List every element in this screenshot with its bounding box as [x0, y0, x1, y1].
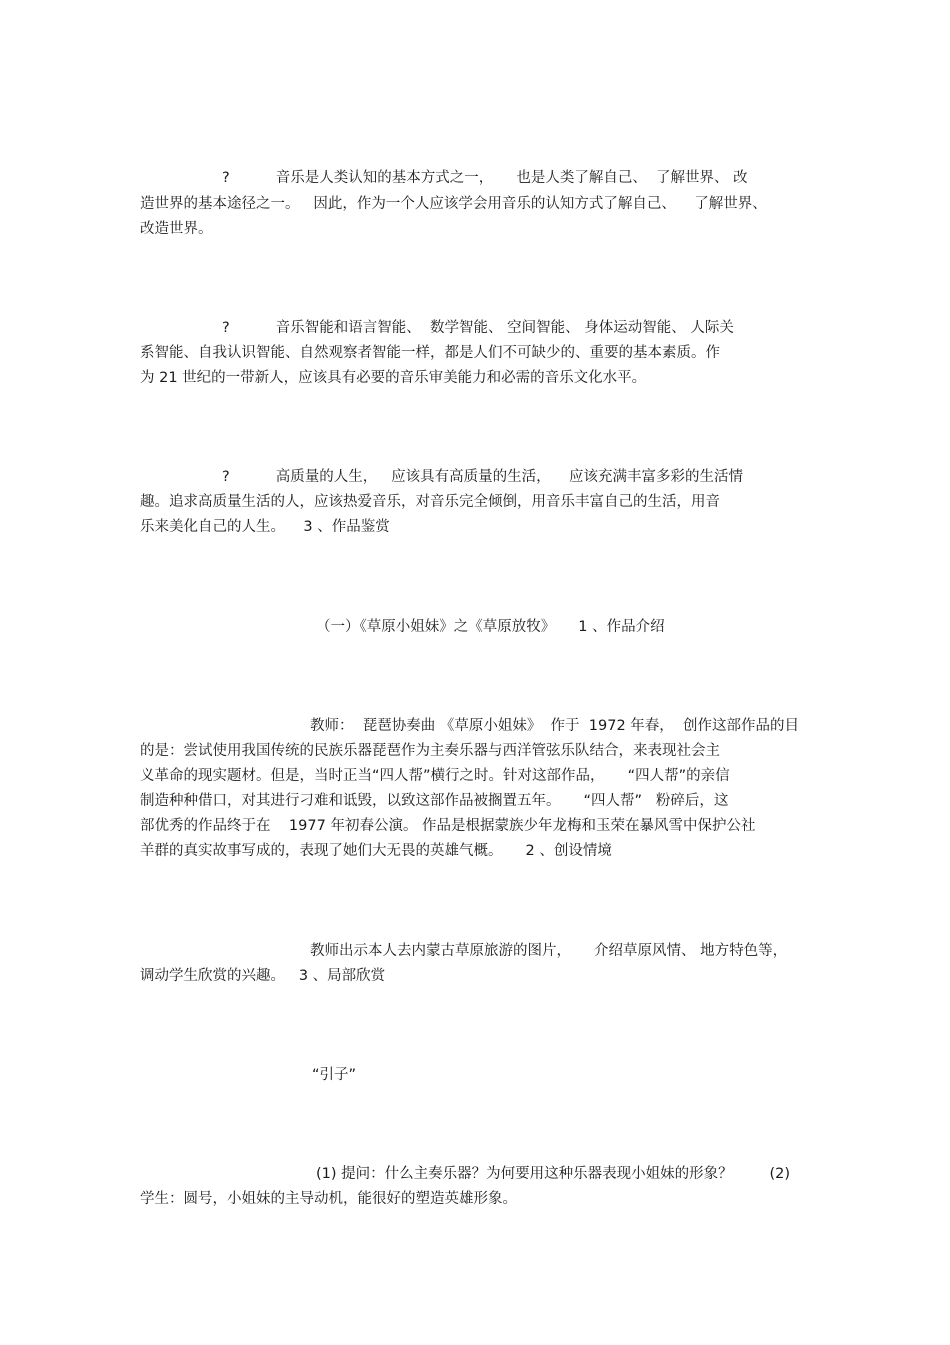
- para2-line3: 为 21 世纪的一带新人，应该具有必要的音乐审美能力和必需的音乐文化水平。: [140, 370, 647, 386]
- para5-line6: 羊群的真实故事写成的，表现了她们大无畏的英雄气概。 2 、创设情境: [140, 843, 612, 859]
- para6-line2: 调动学生欣赏的兴趣。 3 、局部欣赏: [140, 968, 386, 984]
- para3-line1: ? 高质量的人生， 应该具有高质量的生活， 应该充满丰富多彩的生活情: [222, 469, 744, 485]
- para5-line2: 的是：尝试使用我国传统的民族乐器琵琶作为主奏乐器与西洋管弦乐队结合，来表现社会主: [140, 743, 720, 759]
- para5-line1: 教师： 琵琶协奏曲 《草原小姐妹》 作于 1972 年春， 创作这部作品的目: [310, 718, 799, 734]
- para2-line2: 系智能、自我认识智能、自然观察者智能一样，都是人们不可缺少的、重要的基本素质。作: [140, 345, 720, 361]
- para1-line2: 造世界的基本途径之一。 因此，作为一个人应该学会用音乐的认知方式了解自己、 了解世界、: [140, 196, 767, 212]
- para8-line1: (1) 提问：什么主奏乐器？为何要用这种乐器表现小姐妹的形象？ (2): [316, 1166, 791, 1182]
- para3-line2: 趣。追求高质量生活的人，应该热爱音乐，对音乐完全倾倒，用音乐丰富自己的生活，用音: [140, 494, 720, 510]
- para8-line2: 学生：圆号，小姐妹的主导动机，能很好的塑造英雄形象。: [140, 1191, 517, 1207]
- para5-line5: 部优秀的作品终于在 1977 年初春公演。 作品是根据蒙族少年龙梅和玉荣在暴风雪中保护公社: [140, 818, 756, 834]
- section-heading: （一）《草原小姐妹》之《草原放牧》 1 、作品介绍: [316, 619, 665, 635]
- para2-line1: ? 音乐智能和语言智能、 数学智能、 空间智能、 身体运动智能、 人际关: [222, 320, 734, 336]
- yinzi-label: “引子”: [312, 1067, 357, 1083]
- para3-line3: 乐来美化自己的人生。 3 、作品鉴赏: [140, 519, 390, 535]
- para5-line4: 制造种种借口，对其进行刁难和诋毁，以致这部作品被搁置五年。 “四人帮” 粉碎后，这: [140, 793, 729, 809]
- para6-line1: 教师出示本人去内蒙古草原旅游的图片， 介绍草原风情、 地方特色等，: [310, 943, 788, 959]
- para1-line1: ? 音乐是人类认知的基本方式之一， 也是人类了解自己、 了解世界、 改: [222, 170, 748, 186]
- para1-line3: 改造世界。: [140, 221, 213, 237]
- para5-line3: 义革命的现实题材。但是，当时正当“四人帮”横行之时。针对这部作品， “四人帮”的亲信: [140, 768, 730, 784]
